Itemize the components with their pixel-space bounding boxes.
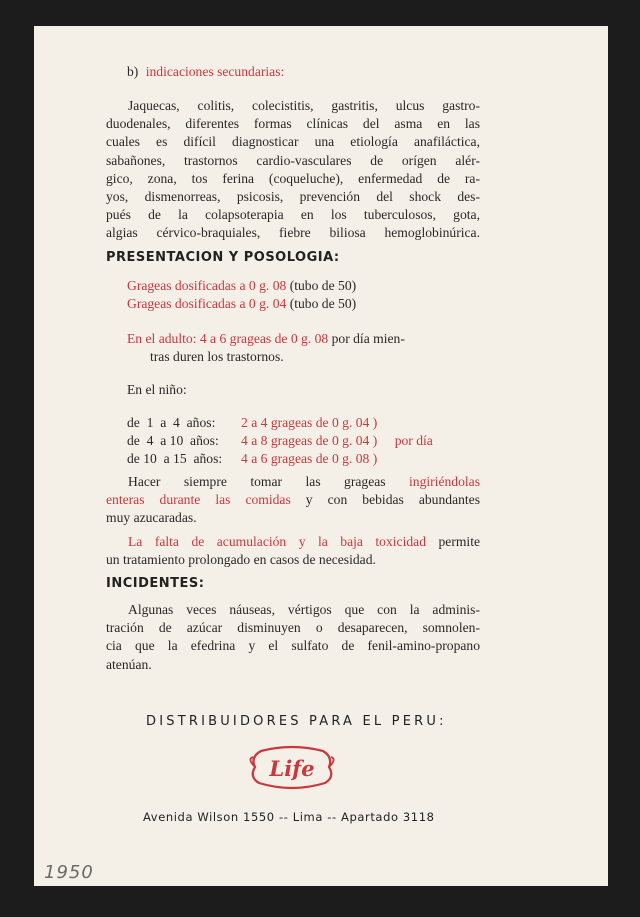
paragraph-line: Algunas veces náuseas, vértigos que con la adminis- [128, 602, 480, 617]
presentation-item [127, 278, 356, 294]
paragraph-line: algias cérvico-braquiales, fiebre biliosa hemoglobinúrica. [106, 225, 480, 241]
paragraph-line: yos, dismenorreas, psicosis, prevención del shock des- [106, 189, 480, 205]
adult-dosage-continuation: tras duren los trastornos. [150, 349, 284, 364]
paragraph-line [106, 533, 480, 551]
dose-value: 4 a 8 grageas de 0 g. 04 ) [241, 433, 378, 448]
presentation-package: (tubo de 50) [286, 296, 357, 311]
distributor-address: Avenida Wilson 1550 -- Lima -- Apartado 3118 [143, 810, 435, 824]
paragraph-line: cuales es difícil diagnosticar una etiología anafiláctica, [106, 134, 480, 150]
paragraph-line: duodenales, diferentes formas clínicas del asma en las [106, 116, 480, 132]
dose-value: 2 a 4 grageas de 0 g. 04 ) [241, 415, 378, 430]
secondary-indications-paragraph [106, 97, 480, 243]
paragraph-line: Jaquecas, colitis, colecistitis, gastritis, ulcus gastro- [128, 98, 480, 113]
section-marker: b) [127, 64, 139, 79]
admin-text: Hacer siempre tomar las grageas [128, 474, 410, 489]
age-range: de 1 a 4 años: [127, 415, 216, 430]
paragraph-line: sabañones, trastornos cardio-vasculares de orígen alér- [106, 152, 480, 168]
presentation-item [127, 296, 356, 312]
paragraph-line [106, 473, 480, 491]
per-day-label: por día [394, 433, 433, 448]
adult-dosage-rest: por día mien- [328, 331, 405, 346]
adult-dosage [127, 331, 405, 347]
section-title: indicaciones secundarias: [145, 64, 285, 79]
paragraph-line: cia que la efedrina y el sulfato de fenil-amino-propano [106, 638, 480, 654]
distributors-heading: DISTRIBUIDORES PARA EL PERU: [146, 714, 447, 729]
paragraph-line: muy azucaradas. [106, 510, 197, 526]
presentation-package: (tubo de 50) [286, 278, 357, 293]
incidentes-paragraph [106, 601, 480, 674]
toxicity-text: permite [426, 534, 481, 549]
life-logo [247, 745, 337, 791]
admin-text: y con bebidas abundantes [290, 492, 480, 508]
incidentes-heading: INCIDENTES: [106, 576, 205, 591]
paragraph-line [106, 491, 480, 509]
admin-highlight: enteras durante las comidas [106, 492, 291, 508]
child-dosage-label: En el niño: [127, 382, 187, 397]
paragraph-line: pués de la colapsoterapia en los tuberculosos, gota, [106, 207, 480, 223]
paragraph-line: tración de azúcar disminuyen o desaparecen, somnolen- [106, 620, 480, 636]
section-b-heading [127, 64, 284, 80]
child-dose-row [127, 433, 433, 449]
toxicity-highlight: La falta de acumulación y la baja toxicidad [128, 534, 426, 549]
paragraph-line: atenúan. [106, 656, 152, 672]
adult-dosage-red: En el adulto: 4 a 6 grageas de 0 g. 08 [127, 331, 329, 346]
logo-text: Life [269, 756, 315, 781]
age-range: de 4 a 10 años: [127, 433, 219, 448]
dose-value: 4 a 6 grageas de 0 g. 08 ) [241, 451, 378, 466]
toxicity-paragraph [106, 533, 480, 569]
presentation-dose: Grageas dosificadas a 0 g. 04 [127, 296, 287, 311]
administration-paragraph [106, 473, 480, 528]
handwritten-year: 1950 [44, 862, 94, 883]
presentacion-heading: PRESENTACION Y POSOLOGIA: [106, 250, 340, 265]
paragraph-line: gico, zona, tos ferina (coqueluche), enfermedad de ra- [106, 170, 480, 186]
admin-highlight: ingiriéndolas [409, 474, 480, 489]
paragraph-line: un tratamiento prolongado en casos de necesidad. [106, 552, 376, 568]
child-dose-row [127, 451, 377, 467]
presentation-dose: Grageas dosificadas a 0 g. 08 [127, 278, 287, 293]
age-range: de 10 a 15 años: [127, 451, 223, 466]
child-dose-row [127, 415, 377, 431]
